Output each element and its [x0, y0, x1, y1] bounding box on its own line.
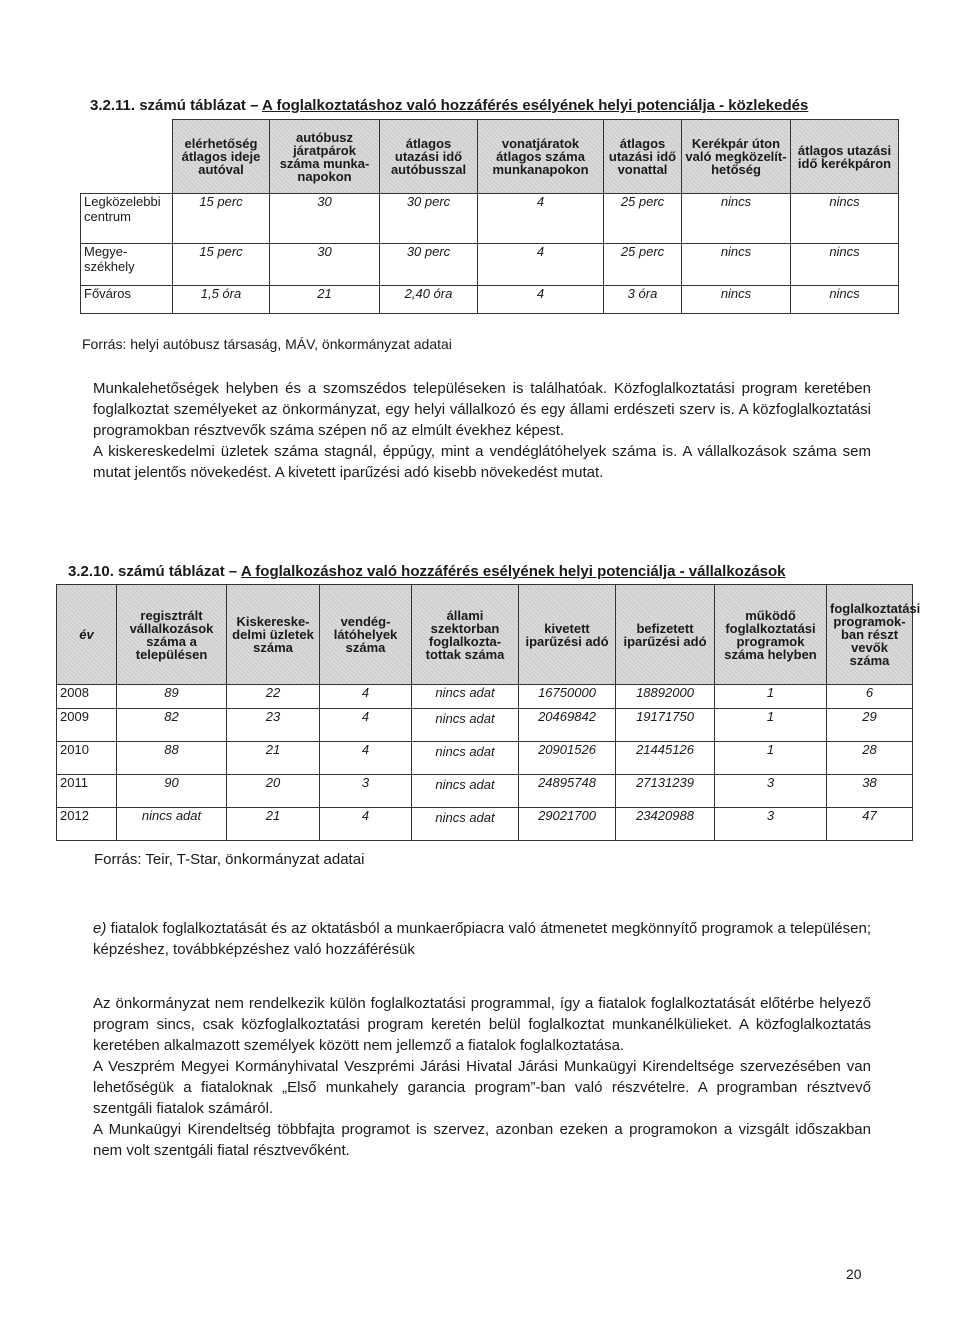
- table-cell: 20901526: [519, 742, 616, 775]
- table-cell: 4: [478, 286, 604, 314]
- table-cell: 27131239: [616, 775, 715, 808]
- table-cell: 1: [715, 742, 827, 775]
- table-cell: nincs adat: [117, 808, 227, 841]
- table2-caption-title: A foglalkozáshoz való hozzáférés esélyének helyi potenciálja - vállalkozások: [240, 563, 786, 580]
- table-cell: 2010: [57, 742, 117, 775]
- table-cell: 4: [320, 808, 412, 841]
- table-row: [57, 808, 913, 841]
- table2-caption-prefix: 3.2.10. számú táblázat –: [68, 563, 241, 580]
- table1-header: elérhetőség átlagos ideje autóval: [173, 120, 270, 194]
- table1-header: átlagos utazási idő autóbusszal: [380, 120, 478, 194]
- paragraph: A kiskereskedelmi üzletek száma stagnál, éppúgy, mint a vendéglátóhelyek száma is. A vállalkozások száma sem mutat jelentős növekedést. A kivetett iparűzési adó kisebb növekedést mutat.: [93, 443, 871, 481]
- table2-header: működő foglalkoztatási programok száma helyben: [715, 585, 827, 685]
- table-cell: 20469842: [519, 709, 616, 742]
- table2-source: Forrás: Teir, T-Star, önkormányzat adatai: [94, 851, 365, 868]
- table-cell: nincs: [682, 244, 791, 286]
- table-cell: 4: [320, 685, 412, 709]
- table-cell: 3: [715, 808, 827, 841]
- table-cell: Megye-székhely: [81, 244, 173, 286]
- table-cell: 21: [270, 286, 380, 314]
- section-e-paragraph: [93, 918, 871, 960]
- table-cell: 2009: [57, 709, 117, 742]
- table-cell: 21: [227, 742, 320, 775]
- table-cell: 3: [715, 775, 827, 808]
- table-cell: 29: [827, 709, 913, 742]
- table-cell: 47: [827, 808, 913, 841]
- table-cell: nincs adat: [412, 685, 519, 709]
- table-cell: nincs adat: [412, 775, 519, 808]
- table-row: [57, 685, 913, 709]
- table1-header: átlagos utazási idő vonattal: [604, 120, 682, 194]
- table1-header: autóbusz járatpárok száma munka-napokon: [270, 120, 380, 194]
- table-cell: 22: [227, 685, 320, 709]
- table-cell: 23420988: [616, 808, 715, 841]
- table-cell: 18892000: [616, 685, 715, 709]
- table1-header-empty: [81, 120, 173, 194]
- table-cell: 16750000: [519, 685, 616, 709]
- table1-header: Kerékpár úton való megközelít-hetőség: [682, 120, 791, 194]
- table-cell: 1: [715, 685, 827, 709]
- table-cell: 25 perc: [604, 244, 682, 286]
- table-cell: 30: [270, 244, 380, 286]
- table-cell: 2012: [57, 808, 117, 841]
- table-cell: 3 óra: [604, 286, 682, 314]
- paragraph: A Munkaügyi Kirendeltség többfajta programot is szervez, azonban ezeken a programokon a vizsgált időszakban nem volt szentgáli fiatal résztvevőként.: [93, 1121, 871, 1159]
- table-cell: nincs: [791, 244, 899, 286]
- table2-header: Kiskereske-delmi üzletek száma: [227, 585, 320, 685]
- table-cell: 20: [227, 775, 320, 808]
- table-cell: 28: [827, 742, 913, 775]
- section-e-text: fiatalok foglalkoztatását és az oktatásból a munkaerőpiacra való átmenetet megkönnyítő programok a településen; képzéshez, továbbképzéshez való hozzáférésük: [93, 920, 872, 958]
- table-cell: 19171750: [616, 709, 715, 742]
- table-cell: nincs adat: [412, 709, 519, 742]
- table-row: [57, 775, 913, 808]
- table-cell: Főváros: [81, 286, 173, 314]
- table2-header: állami szektorban foglalkozta-tottak száma: [412, 585, 519, 685]
- table-cell: 29021700: [519, 808, 616, 841]
- table-cell: 82: [117, 709, 227, 742]
- table-cell: 90: [117, 775, 227, 808]
- table-cell: 30 perc: [380, 244, 478, 286]
- section-e-label: e): [93, 920, 107, 937]
- transport-table: [80, 119, 899, 314]
- table-cell: nincs: [682, 194, 791, 244]
- table-cell: 4: [320, 742, 412, 775]
- table1-header-row: [81, 120, 899, 194]
- table-cell: 25 perc: [604, 194, 682, 244]
- table1-caption-prefix: 3.2.11. számú táblázat –: [90, 97, 263, 114]
- table2-header: regisztrált vállalkozások száma a településen: [117, 585, 227, 685]
- table-cell: 6: [827, 685, 913, 709]
- table1-caption: [90, 97, 808, 114]
- table-cell: 89: [117, 685, 227, 709]
- business-table: [56, 584, 921, 841]
- table-row: [57, 742, 913, 775]
- table-cell: nincs: [791, 194, 899, 244]
- table-cell: 15 perc: [173, 194, 270, 244]
- table-cell: 38: [827, 775, 913, 808]
- table-cell: 4: [478, 194, 604, 244]
- table-row: [81, 286, 899, 314]
- table-cell: nincs adat: [412, 808, 519, 841]
- table-cell: 21: [227, 808, 320, 841]
- table-cell: 3: [320, 775, 412, 808]
- section-e: [93, 918, 871, 960]
- table-row: [81, 194, 899, 244]
- body-text-block-2: [93, 993, 871, 1161]
- table1-source: Forrás: helyi autóbusz társaság, MÁV, önkormányzat adatai: [82, 336, 452, 352]
- table2-caption: [68, 563, 786, 580]
- table-cell: 30 perc: [380, 194, 478, 244]
- table2-header: vendég-látóhelyek száma: [320, 585, 412, 685]
- table-cell: 21445126: [616, 742, 715, 775]
- table-row: [81, 244, 899, 286]
- table-cell: 4: [478, 244, 604, 286]
- table1-header: vonatjáratok átlagos száma munkanapokon: [478, 120, 604, 194]
- paragraph: Az önkormányzat nem rendelkezik külön foglalkoztatási programmal, így a fiatalok foglalkoztatását előtérbe helyező program sincs, csak közfoglalkoztatási program keretén belül foglalkoztat munkanélkülieket. A közfoglalkoztatás keretében alkalmazott személyek között nem jellemző a fiatalok foglalkoztatása.: [93, 995, 871, 1054]
- table-cell: 15 perc: [173, 244, 270, 286]
- table-cell: 1,5 óra: [173, 286, 270, 314]
- table-cell: 88: [117, 742, 227, 775]
- table2-header: kivetett iparűzési adó: [519, 585, 616, 685]
- table-cell: 24895748: [519, 775, 616, 808]
- paragraph: Munkalehetőségek helyben és a szomszédos településeken is találhatóak. Közfoglalkoztatási program keretében foglalkoztat személyeket az önkormányzat, egy helyi vállalkozó és egy állami erdészeti szerv is. A közfoglalkoztatási programokban résztvevők száma szépen nő az elmúlt évekhez képest.: [93, 380, 871, 439]
- table1-header: átlagos utazási idő kerékpáron: [791, 120, 899, 194]
- table-cell: Legközelebbi centrum: [81, 194, 173, 244]
- table2-header: befizetett iparűzési adó: [616, 585, 715, 685]
- table1-caption-title: A foglalkoztatáshoz való hozzáférés esélyének helyi potenciálja - közlekedés: [262, 97, 809, 114]
- table-row: [57, 709, 913, 742]
- table2-header: foglalkoztatási programok-ban részt vevők száma: [827, 585, 913, 685]
- table-cell: 2011: [57, 775, 117, 808]
- table-cell: nincs: [682, 286, 791, 314]
- table-cell: nincs adat: [412, 742, 519, 775]
- table-cell: 2,40 óra: [380, 286, 478, 314]
- paragraph: A Veszprém Megyei Kormányhivatal Veszprémi Járási Hivatal Járási Munkaügyi Kirendeltsége szervezésében van lehetőségük a fiataloknak „Első munkahely garancia program”-ban való részvételre. A programban résztvevő szentgáli fiatalok számáról.: [93, 1058, 871, 1117]
- table-cell: 30: [270, 194, 380, 244]
- table-cell: 23: [227, 709, 320, 742]
- table-cell: nincs: [791, 286, 899, 314]
- table-cell: 4: [320, 709, 412, 742]
- table-cell: 1: [715, 709, 827, 742]
- table2-header: év: [57, 585, 117, 685]
- table-cell: 2008: [57, 685, 117, 709]
- page-number: 20: [846, 1266, 862, 1282]
- table2-header-row: [57, 585, 913, 685]
- body-text-block-1: [93, 378, 871, 483]
